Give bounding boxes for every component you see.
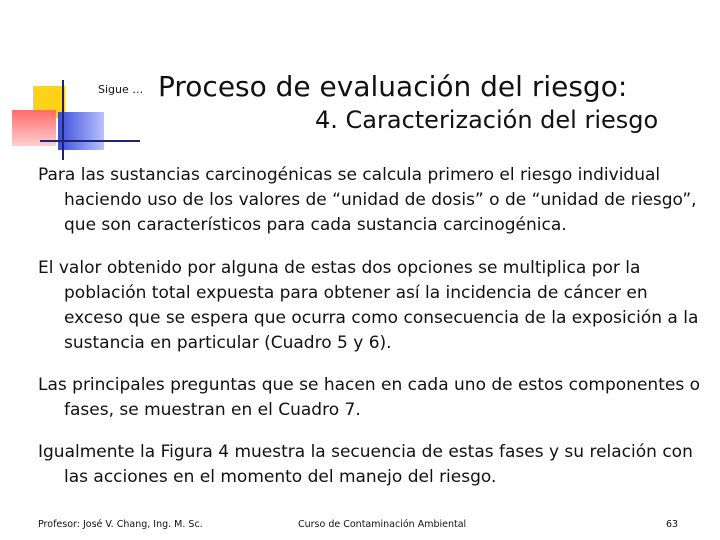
footer-course: Curso de Contaminación Ambiental (298, 519, 467, 530)
paragraph-main-questions: Las principales preguntas que se hacen en cada uno de estos componentes o fases, se muestran en el Cuadro 7. (38, 375, 700, 420)
horizontal-rule (40, 140, 140, 142)
footer-page-number: 63 (666, 519, 679, 530)
vertical-rule (62, 80, 64, 160)
continuation-label: Sigue … (98, 83, 144, 96)
paragraph-figure-sequence: Igualmente la Figura 4 muestra la secuencia de estas fases y su relación con las acciones en el momento del manejo del riesgo. (38, 442, 693, 487)
slide-subtitle: 4. Caracterización del riesgo (315, 106, 659, 134)
footer-author: Profesor: José V. Chang, Ing. M. Sc. (38, 519, 203, 530)
slide-title: Proceso de evaluación del riesgo: (158, 70, 628, 103)
body-paragraphs (38, 163, 708, 507)
paragraph-population-incidence: El valor obtenido por alguna de estas dos opciones se multiplica por la población total expuesta para obtener así la incidencia de cáncer en exceso que se espera que ocurra como consecuencia de la exposición a la sustancia en particular (Cuadro 5 y 6). (38, 258, 699, 353)
paragraph-individual-risk: Para las sustancias carcinogénicas se calcula primero el riesgo individual haciendo uso de los valores de “unidad de dosis” o de “unidad de riesgo”, que son característicos para cada sustancia carcinogénica. (38, 165, 697, 235)
blue-square (58, 112, 104, 150)
